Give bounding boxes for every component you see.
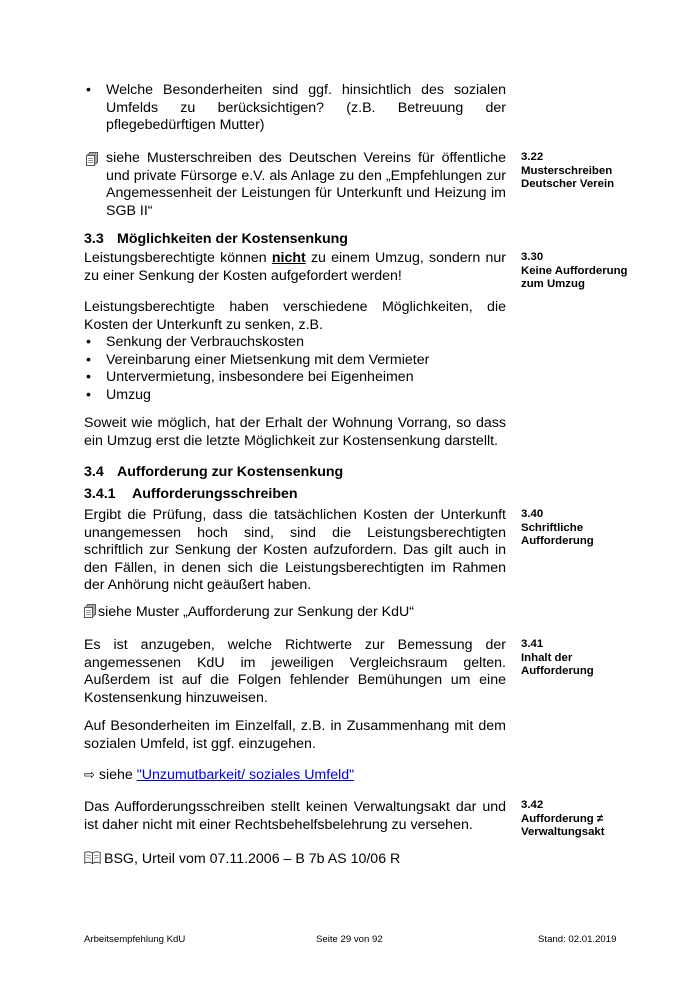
footer-left: Arbeitsempfehlung KdU <box>84 934 186 945</box>
paragraph: Soweit wie möglich, hat der Erhalt der Wohnung Vorrang, so dass ein Umzug erst die letzte Möglichkeit zur Kostensenkung darstellt. <box>84 415 506 449</box>
muster-dv-text: siehe Musterschreiben des Deutschen Vereins für öffentliche und private Fürsorge e.V. als Anlage zu den „Empfehlungen zur Angemessenheit der Leistungen für Unterkunft und Heizung im SGB II“ <box>106 150 506 219</box>
footer-date: Stand: 02.01.2019 <box>538 934 617 945</box>
paragraph: Leistungsberechtigte können nicht zu einem Umzug, sondern nur zu einer Senkung der Kosten aufgefordert werden! <box>84 250 506 284</box>
section-heading-3-4: 3.4 Aufforderung zur Kostensenkung <box>84 464 344 480</box>
list-item: • Vereinbarung einer Mietsenkung mit dem Vermieter <box>84 352 506 370</box>
paragraph: Leistungsberechtigte haben verschiedene Möglichkeiten, die Kosten der Unterkunft zu senken, z.B. • Senkung der Verbrauchskosten • Vereinbarung einer Mietsenkung mit dem Vermieter • Untervermietung, insbesondere bei Eigenheimen • Umzug <box>84 299 506 405</box>
list-item: • Umzug <box>84 387 506 405</box>
paragraph: Ergibt die Prüfung, dass die tatsächlichen Kosten der Unterkunft unangemessen hoch sind, sind die Leistungsberechtigten schriftlich zur Senkung der Kosten aufzufordern. Das gilt auch in den Fällen, in denen sich die Leistungsberechtigten im Rahmen der Anhörung nicht geäußert haben. <box>84 507 506 594</box>
muster-dv-block <box>84 150 506 220</box>
list-item: • Welche Besonderheiten sind ggf. hinsichtlich des sozialen Umfelds zu berücksichtigen? (z.B. Betreuung der pflegebedürftigen Mutter) <box>84 82 506 135</box>
list-item: • Untervermietung, insbesondere bei Eigenheimen <box>84 369 506 387</box>
document-icon <box>86 152 98 166</box>
margin-note: 3.22 Musterschreiben Deutscher Verein <box>521 151 615 191</box>
section-heading-3-3: 3.3 Möglichkeiten der Kostensenkung <box>84 231 348 247</box>
list-item: • Senkung der Verbrauchskosten <box>84 334 506 352</box>
margin-note: 3.42 Aufforderung ≠ Verwaltungsakt <box>521 799 605 839</box>
options-list <box>84 334 506 404</box>
emphasis-nicht: nicht <box>271 250 306 266</box>
footer-page-number: Seite 29 von 92 <box>316 934 383 945</box>
section-heading-3-4-1: 3.4.1 Aufforderungsschreiben <box>84 486 298 502</box>
arrow-right-icon: ⇨ <box>84 767 95 782</box>
paragraph: Es ist anzugeben, welche Richtwerte zur Bemessung der angemessenen KdU im jeweiligen Vergleichsraum gelten. Außerdem ist auf die Folgen fehlender Bemühungen um eine Kostensenkung hinzuweisen. <box>84 637 506 706</box>
link-unzumutbarkeit[interactable]: "Unzumutbarkeit/ soziales Umfeld" <box>136 767 355 783</box>
citation-line: BSG, Urteil vom 07.11.2006 – B 7b AS 10/06 R <box>84 851 506 869</box>
bullet-block-top <box>84 82 506 135</box>
paragraph: Auf Besonderheiten im Einzelfall, z.B. in Zusammenhang mit dem sozialen Umfeld, ist ggf. einzugehen. <box>84 718 506 752</box>
margin-note: 3.30 Keine Aufforderung zum Umzug <box>521 251 628 291</box>
see-also-line: ⇨ siehe "Unzumutbarkeit/ soziales Umfeld" <box>84 767 355 783</box>
margin-note: 3.41 Inhalt der Aufforderung <box>521 638 594 678</box>
margin-note: 3.40 Schriftliche Aufforderung <box>521 508 594 548</box>
book-icon <box>84 851 101 864</box>
paragraph: Das Aufforderungsschreiben stellt keinen Verwaltungsakt dar und ist daher nicht mit einer Rechtsbehelfsbelehrung zu versehen. <box>84 799 506 833</box>
muster-kdu-block: siehe Muster „Aufforderung zur Senkung der KdU“ <box>84 604 506 622</box>
document-icon <box>84 604 96 618</box>
